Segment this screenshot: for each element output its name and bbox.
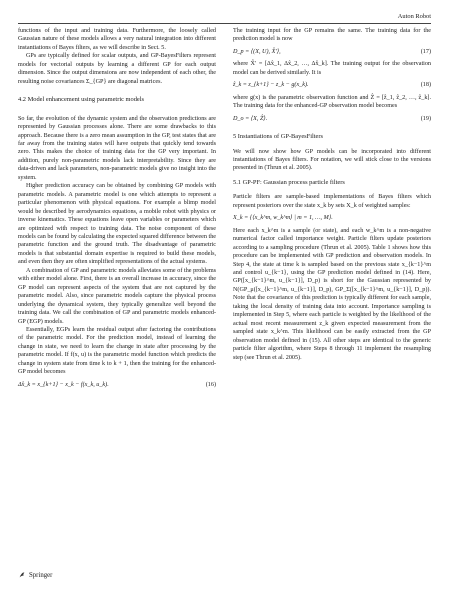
equation-number: (18) <box>420 82 431 89</box>
running-header: Auton Robot <box>397 13 431 20</box>
equation-16 <box>18 381 216 389</box>
paragraph: where X̂′ = [Δx̂_1, Δx̂_2, …, Δx̂_k]. The training output for the observation model can be derived similarly. It is <box>233 61 431 76</box>
left-column <box>18 27 216 393</box>
paragraph: functions of the input and training data. Furthermore, the loosely called Gaussian nature of these models allows a very natural integration into different instantiations of Bayes filters, as we will describe in Sect. 5. <box>18 28 216 51</box>
springer-logo-icon <box>18 571 26 579</box>
equation-body: ẑ_k = z_{k+1} − z_k − g(x_k). <box>233 82 309 89</box>
section-heading: 5.1 GP-PF: Gaussian process particle filters <box>233 178 345 186</box>
equation-body: X_k = {⟨x_k^m, w_k^m⟩ | m = 1, …, M}. <box>233 215 333 222</box>
equation-number: (16) <box>205 381 216 388</box>
paragraph: A combination of GP and parametric models alleviates some of the problems with either model alone. First, there is an overall increase in accuracy, since the GP model can represent aspects of the system that are not captured by the parametric model. Also, since parametric models capture the physical process underlying the dynamical system, they typically generalize well beyond the training data. We call the combination of GP and parametric models enhanced-GP (EGP) models. <box>18 267 216 325</box>
header-rule <box>18 23 431 24</box>
paragraph: Higher prediction accuracy can be obtained by combining GP models with parametric models. A parametric model is one which attempts to represent a particular phenomenon with physical equations. For example a blimp model would be described by aerodynamics equations, a mobile robot with physics or inverse kinematics. These equations leave open variables or parameters which are optimized with respect to training data. The noise component of these models can be found by calculating the expected squared difference between the parametric function and the ground truth. The disadvantage of parametric models is that substantial domain expertise is required to build these models, and even then they are often simplified representations of the actual systems. <box>18 183 216 266</box>
paragraph: So far, the evolution of the dynamic system and the observation predictions are represented by Gaussian processes alone. There are some drawbacks to this approach. Because there is a zero mean assumption in the GP, test states that are far away from the training states will have outputs that quickly tend towards zero. This makes the choice of training data for the GP very important. In addition, purely non-parametric models lack interpretability. Since they are data-driven and lack parameters, non-parametric models give no insight into the system. <box>18 115 216 181</box>
section-heading: 4.2 Model enhancement using parametric models <box>18 96 144 104</box>
equation-17 <box>233 48 431 56</box>
equation-body: D_o = ⟨X, Ẑ⟩. <box>233 115 268 122</box>
equation-19 <box>233 115 431 123</box>
paragraph: The training input for the GP remains the same. The training data for the prediction model is now <box>233 28 431 43</box>
equation-number: (19) <box>420 115 431 122</box>
right-column <box>233 27 431 362</box>
paragraph: GPs are typically defined for scalar outputs, and GP-BayesFilters represent models for vectorial outputs by learning a different GP for each output dimension. Since the output dimensions are now independent of each other, the resulting noise covariances Σ_{GP} are diagonal matrices. <box>18 53 216 85</box>
equation-body: Δx̂_k = x_{k+1} − x_k − f(x_k, u_k). <box>18 381 109 388</box>
equation-number: (17) <box>420 48 431 55</box>
section-heading: 5 Instantiations of GP-BayesFilters <box>233 133 323 141</box>
paragraph: Essentially, EGPs learn the residual output after factoring the contributions of the parametric model. For the prediction model, instead of learning the change in state, we need to learn the change in state after processing by the parametric model. If f(x, u) is the parametric model function which predicts the change in system state from time k to k + 1, then the training for the enhanced-GP model becomes <box>18 326 216 376</box>
equation-body: D_p = ⟨(X, U), X̂′⟩, <box>233 48 281 55</box>
paragraph: We will now show how GP models can be incorporated into different instantiations of Bayes filters. For notation, we will stick close to the versions presented in (Thrun et al. 2005). <box>233 148 431 172</box>
paragraph: where g(x) is the parametric observation function and Ẑ = [ẑ_1, ẑ_2, …, ẑ_k]. The training data for the enhanced-GP observation model becomes <box>233 94 431 110</box>
equation-18 <box>233 81 431 89</box>
paragraph: Here each x_k^m is a sample (or state), and each w_k^m is a non-negative numerical factor called importance weight. Particle filters update posteriors according to a sampling procedure (Thrun et al. 2005). Table 1 shows how this procedure can be implemented with GP prediction and observation models. In Step 4, the state at time k is sampled based on the previous state x_{k−1}^m and control u_{k−1}, using the GP prediction model defined in (14). Here, GP([x_{k−1}^m, u_{k−1}], D_p) is short for the Gaussian represented by N(GP_μ([x_{k−1}^m, u_{k−1}], D_p), GP_Σ([x_{k−1}^m, u_{k−1}], D_p)). Note that the covariance of this prediction is typically different for each sample, taking the local density of training data into account. Importance sampling is implemented in Step 5, where each particle is weighted by the likelihood of the actual most recent measurement z_k given expected measurement from the sampled state x_k^m. This likelihood can be easily extracted from the GP observation model defined in (15). All other steps are identical to the generic particle filter algorithm, where Steps 8 through 11 implement the resampling step (see Thrun et al. 2005). <box>233 227 431 361</box>
publisher-footer <box>18 571 52 579</box>
equation-particles <box>233 214 431 222</box>
publisher-name: Springer <box>29 571 53 579</box>
paragraph: Particle filters are sample-based implementations of Bayes filters which represent posteriors over the state x_k by sets X_k of weighted samples: <box>233 194 431 209</box>
